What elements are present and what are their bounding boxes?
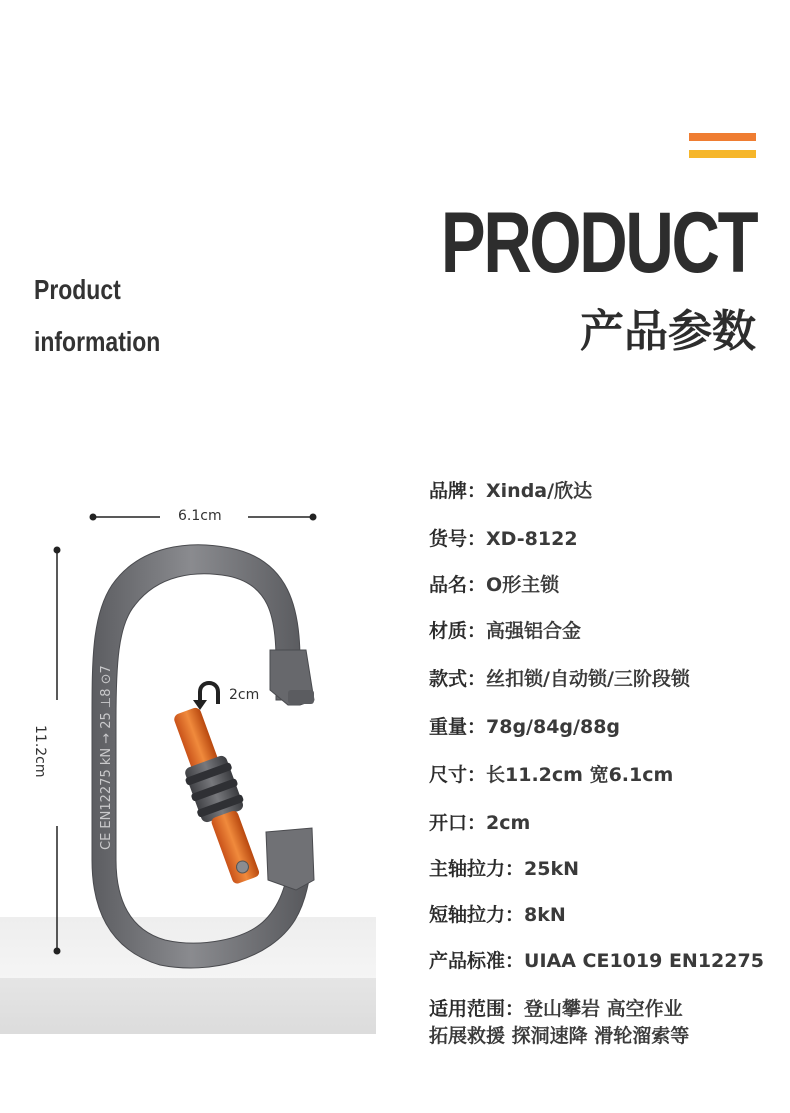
- page-title-cn: 产品参数: [580, 306, 756, 357]
- spec-key: 款式：: [429, 668, 487, 690]
- spec-key: 重量：: [429, 716, 487, 738]
- spec-value: 25kN: [524, 858, 579, 880]
- spec-key: 材质：: [429, 620, 487, 642]
- side-title-line2: information: [34, 326, 161, 357]
- spine-engraving: CE EN12275 kN → 25 ⊥8 ⊙7: [99, 665, 114, 850]
- spec-row-major-axis: [429, 854, 579, 881]
- u-turn-arrow-icon: [193, 683, 218, 710]
- spec-key: 开口：: [429, 812, 487, 834]
- spec-row-style: [429, 664, 690, 691]
- spec-row-brand: [429, 476, 592, 503]
- spec-value: UIAA CE1019 EN12275: [524, 950, 764, 972]
- spec-value: 长11.2cm 宽6.1cm: [486, 764, 674, 786]
- spec-value: XD-8122: [486, 528, 578, 550]
- width-label: 6.1cm: [178, 508, 222, 524]
- spec-value: 丝扣锁/自动锁/三阶段锁: [486, 668, 690, 690]
- spec-row-usage: [429, 994, 689, 1048]
- spec-key: 尺寸：: [429, 764, 487, 786]
- spec-row-standard: [429, 946, 764, 973]
- spec-value: 2cm: [486, 812, 531, 834]
- spec-key: 适用范围：: [429, 998, 525, 1020]
- spec-key: 品名：: [429, 574, 487, 596]
- spec-key: 货号：: [429, 528, 487, 550]
- gate-opening-label: 2cm: [229, 687, 260, 703]
- spec-row-opening: [429, 808, 530, 835]
- spec-row-name: [429, 570, 559, 597]
- spec-value: 高强铝合金: [486, 620, 582, 642]
- spec-key: 产品标准：: [429, 950, 525, 972]
- spec-value: 8kN: [524, 904, 566, 926]
- page-title-en: PRODUCT: [440, 195, 756, 291]
- spec-row-material: [429, 616, 581, 643]
- spec-key: 短轴拉力：: [429, 904, 525, 926]
- spec-row-size: [429, 760, 673, 787]
- spec-value: O形主锁: [486, 574, 560, 596]
- spec-key: 品牌：: [429, 480, 487, 502]
- spec-value: Xinda/欣达: [486, 480, 593, 502]
- screw-gate: [163, 703, 270, 889]
- spec-key: 主轴拉力：: [429, 858, 525, 880]
- spec-row-model: [429, 524, 578, 551]
- spec-value: 78g/84g/88g: [486, 716, 621, 738]
- height-label: 11.2cm: [32, 725, 48, 778]
- spec-row-weight: [429, 712, 620, 739]
- side-title-line1: Product: [34, 274, 121, 305]
- spec-value-line2: 拓展救援 探洞速降 滑轮溜索等: [429, 1025, 690, 1047]
- spec-row-minor-axis: [429, 900, 566, 927]
- spec-value: 登山攀岩 高空作业: [524, 998, 683, 1020]
- height-dimension-line: [54, 547, 61, 955]
